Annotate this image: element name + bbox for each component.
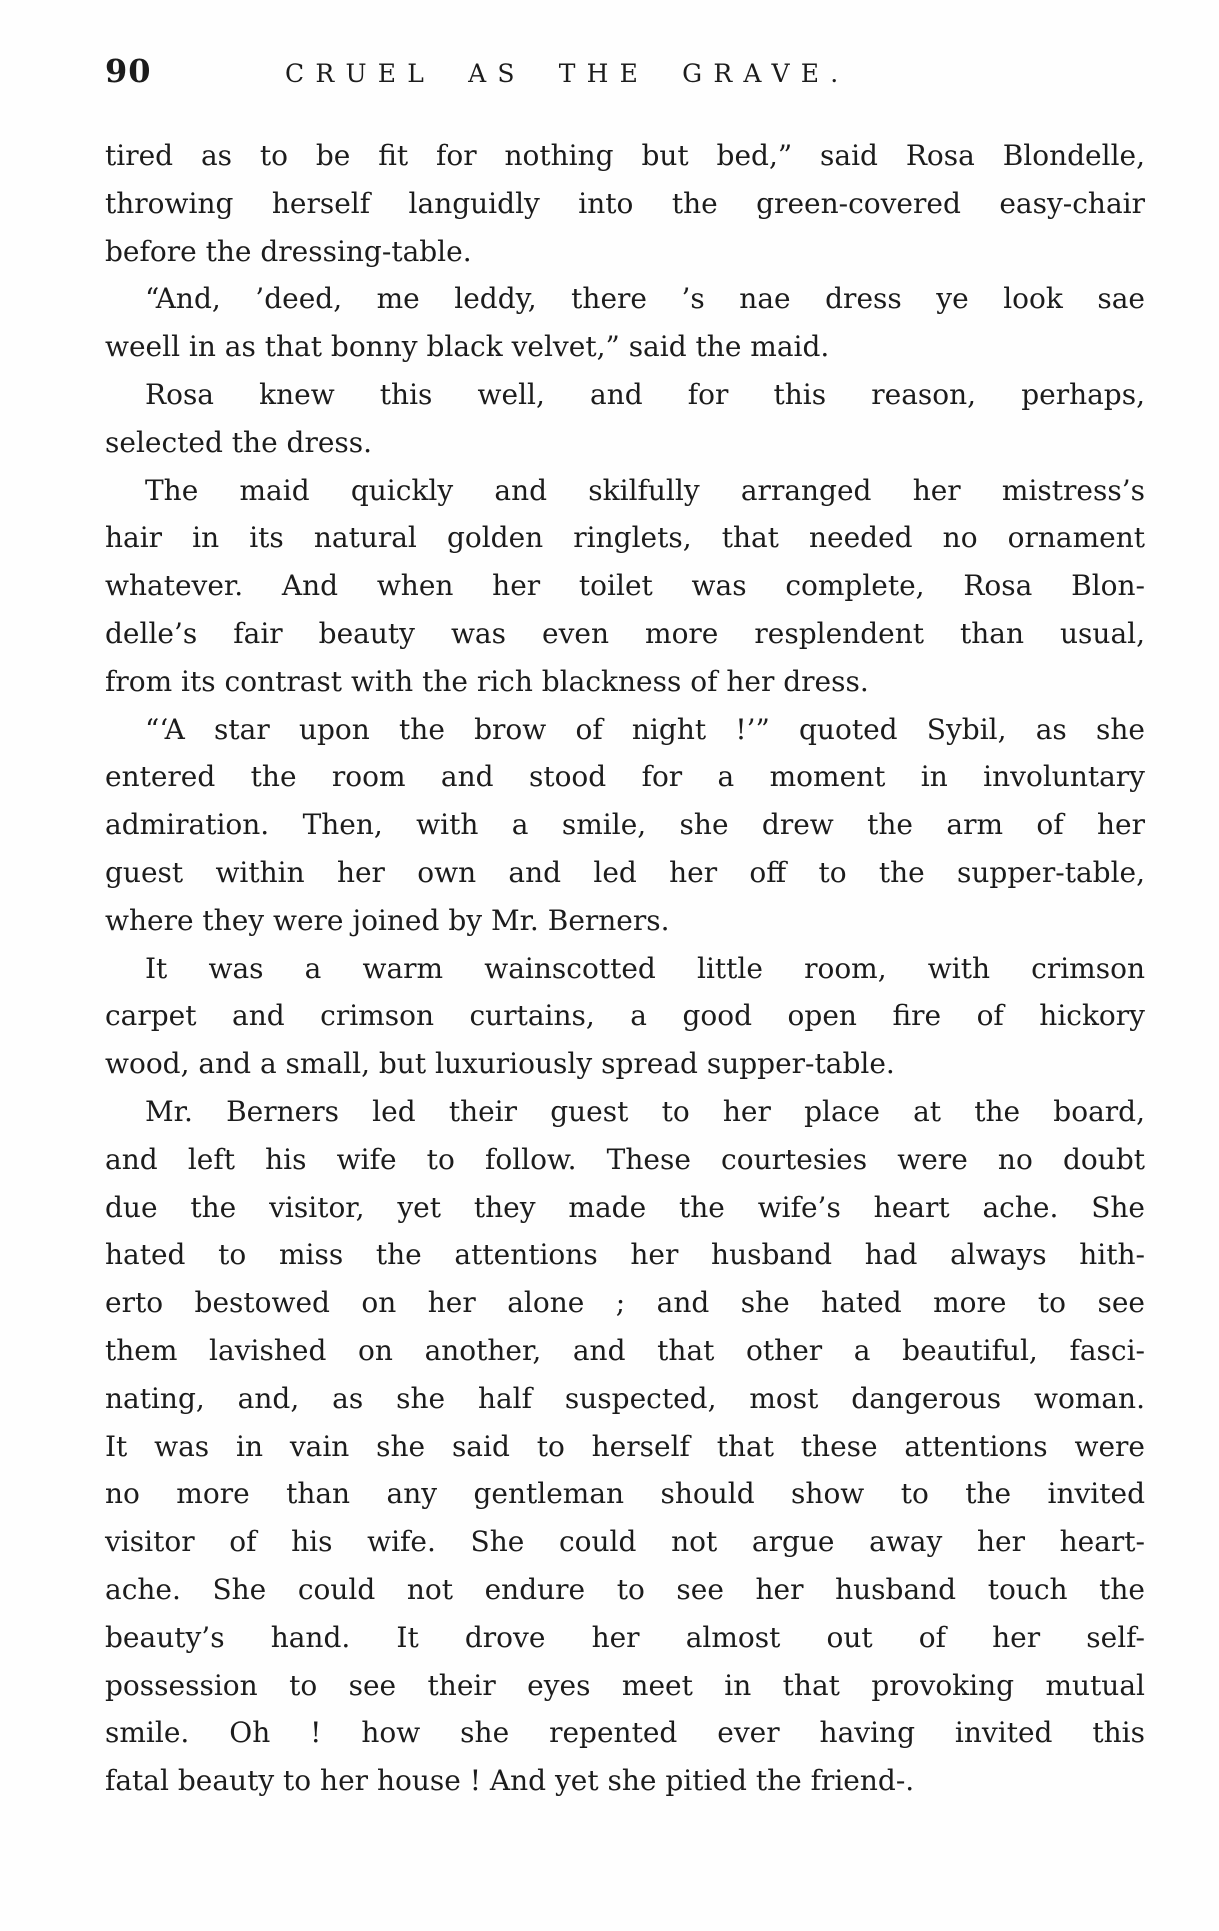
text-line: fatal beauty to her house ! And yet she pitied the friend-. — [105, 1764, 915, 1798]
paragraph — [105, 132, 1145, 275]
text-line: them lavished on another, and that other a beautiful, fasci- — [105, 1333, 1145, 1367]
paragraph — [105, 275, 1145, 371]
text-line: The maid quickly and skilfully arranged her mistress’s — [145, 473, 1145, 507]
text-line: ache. She could not endure to see her husband touch the — [105, 1572, 1145, 1606]
text-line: It was a warm wainscotted little room, with crimson — [145, 951, 1145, 985]
text-line: wood, and a small, but luxuriously spread supper-table. — [105, 1047, 895, 1081]
paragraph — [105, 467, 1145, 706]
text-line: It was in vain she said to herself that these attentions were — [105, 1429, 1145, 1463]
text-line: visitor of his wife. She could not argue away her heart- — [105, 1525, 1145, 1559]
text-line: “And, ’deed, me leddy, there ’s nae dress ye look sae — [145, 282, 1145, 316]
text-line: throwing herself languidly into the green-covered easy-chair — [105, 186, 1145, 220]
text-line: from its contrast with the rich blackness of her dress. — [105, 664, 869, 698]
text-line: possession to see their eyes meet in that provoking mutual — [105, 1668, 1145, 1702]
running-title: CRUEL AS THE GRAVE. — [285, 59, 850, 88]
page-number: 90 — [105, 52, 152, 90]
text-line: guest within her own and led her off to the supper-table, — [105, 855, 1145, 889]
text-line: due the visitor, yet they made the wife’s heart ache. She — [105, 1190, 1145, 1224]
page-header — [105, 52, 1141, 102]
text-line: nating, and, as she half suspected, most dangerous woman. — [105, 1381, 1145, 1415]
text-line: carpet and crimson curtains, a good open fire of hickory — [105, 999, 1145, 1033]
text-line: hated to miss the attentions her husband had always hith- — [105, 1238, 1145, 1272]
page-text — [105, 132, 1145, 1805]
text-line: delle’s fair beauty was even more resplendent than usual, — [105, 616, 1145, 650]
text-line: smile. Oh ! how she repented ever having invited this — [105, 1716, 1145, 1750]
text-line: entered the room and stood for a moment in involuntary — [105, 760, 1145, 794]
text-line: and left his wife to follow. These courtesies were no doubt — [105, 1142, 1145, 1176]
paragraph — [105, 371, 1145, 467]
text-line: Rosa knew this well, and for this reason, perhaps, — [145, 377, 1145, 411]
text-line: erto bestowed on her alone ; and she hated more to see — [105, 1286, 1145, 1320]
text-line: Mr. Berners led their guest to her place at the board, — [145, 1094, 1145, 1128]
paragraph — [105, 1088, 1145, 1805]
text-line: tired as to be fit for nothing but bed,” said Rosa Blondelle, — [105, 139, 1145, 172]
text-line: whatever. And when her toilet was complete, Rosa Blon- — [105, 569, 1145, 603]
text-line: before the dressing-table. — [105, 234, 472, 268]
text-line: hair in its natural golden ringlets, that needed no ornament — [105, 521, 1145, 555]
text-line: “‘A star upon the brow of night !’” quoted Sybil, as she — [145, 712, 1145, 746]
text-line: weell in as that bonny black velvet,” said the maid. — [105, 330, 830, 364]
text-line: selected the dress. — [105, 425, 373, 459]
text-line: admiration. Then, with a smile, she drew the arm of her — [105, 808, 1145, 842]
paragraph — [105, 945, 1145, 1088]
paragraph — [105, 706, 1145, 945]
text-line: where they were joined by Mr. Berners. — [105, 903, 670, 937]
text-line: no more than any gentleman should show to the invited — [105, 1477, 1145, 1511]
text-line: beauty’s hand. It drove her almost out of her self- — [105, 1620, 1145, 1654]
